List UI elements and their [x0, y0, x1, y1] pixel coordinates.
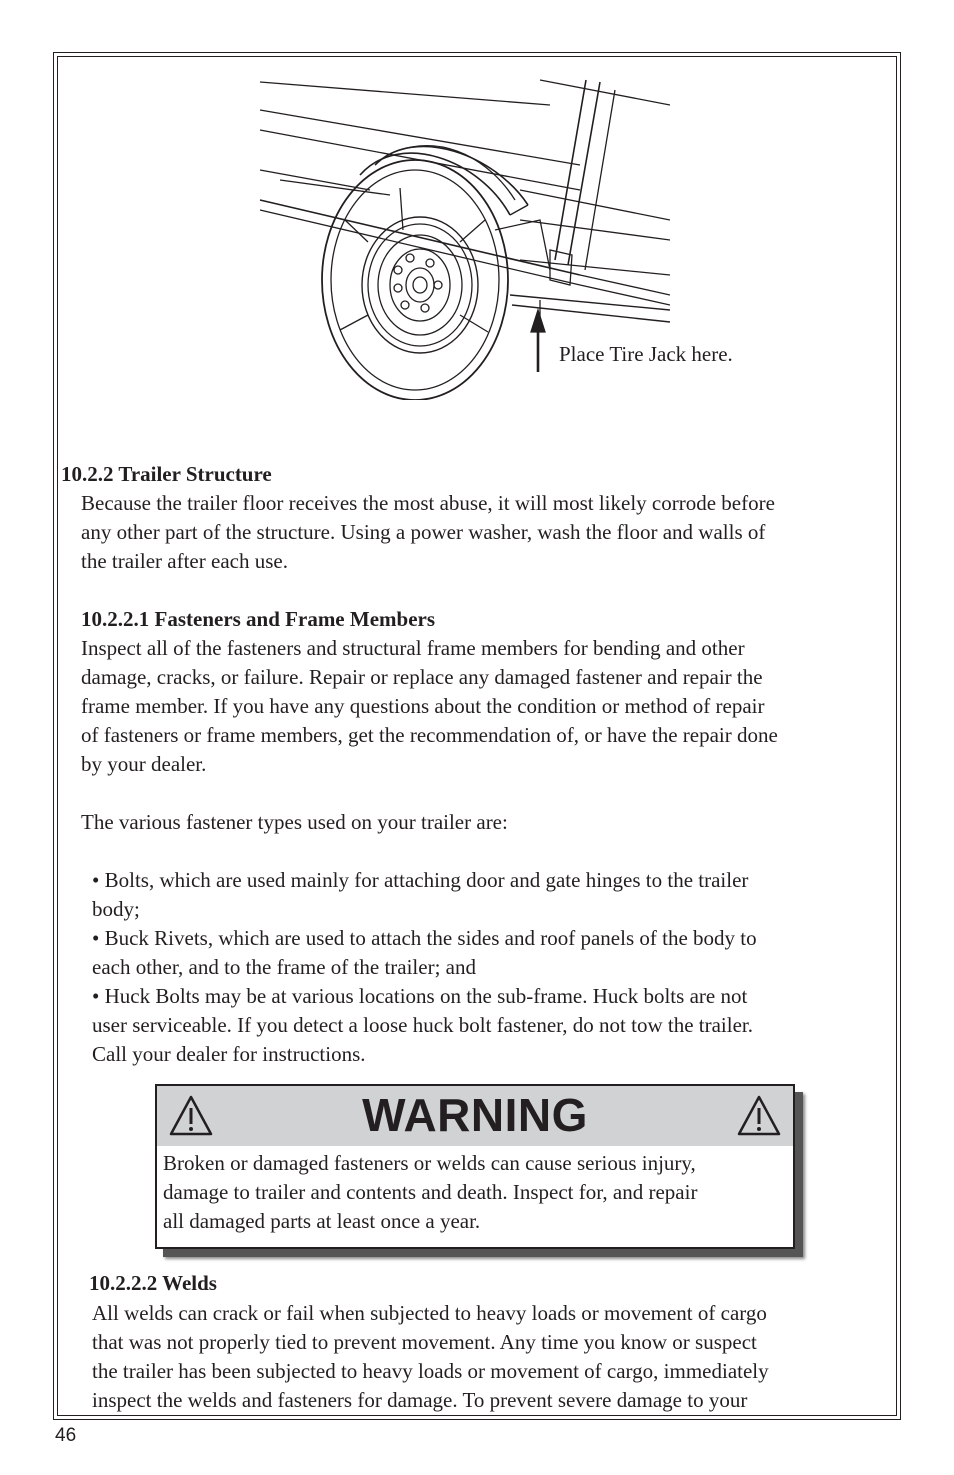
warning-line: Broken or damaged fasteners or welds can cause serious injury, [163, 1151, 696, 1175]
warning-box [155, 1084, 795, 1249]
list-item-huck-bolts-cont: Call your dealer for instructions. [92, 1042, 366, 1066]
paragraph-line: All welds can crack or fail when subjected to heavy loads or movement of cargo [92, 1301, 767, 1325]
paragraph-line: by your dealer. [81, 752, 207, 776]
page-number: 46 [55, 1425, 77, 1446]
paragraph-line: inspect the welds and fasteners for damage. To prevent severe damage to your [92, 1388, 748, 1412]
paragraph-line: that was not properly tied to prevent movement. Any time you know or suspect [92, 1330, 757, 1354]
paragraph-line: of fasteners or frame members, get the recommendation of, or have the repair done [81, 723, 778, 747]
fastener-types-intro: The various fastener types used on your trailer are: [81, 810, 508, 834]
fasteners-paragraph [81, 634, 778, 779]
list-item-buck-rivets: • Buck Rivets, which are used to attach the sides and roof panels of the body to [92, 926, 757, 950]
list-item-bolts: • Bolts, which are used mainly for attaching door and gate hinges to the trailer [92, 868, 749, 892]
fastener-bullet-list [92, 866, 757, 1069]
paragraph-line: frame member. If you have any questions about the condition or method of repair [81, 694, 765, 718]
paragraph-line: damage, cracks, or failure. Repair or replace any damaged fastener and repair the [81, 665, 763, 689]
section-heading-welds: 10.2.2.2 Welds [89, 1271, 217, 1295]
warning-line: all damaged parts at least once a year. [163, 1209, 481, 1233]
list-item-bolts-cont: body; [92, 897, 140, 921]
warning-header [157, 1086, 793, 1146]
list-item-huck-bolts-cont: user serviceable. If you detect a loose huck bolt fastener, do not tow the trailer. [92, 1013, 754, 1037]
warning-text [163, 1149, 791, 1236]
welds-paragraph [92, 1299, 769, 1415]
figure-caption: Place Tire Jack here. [559, 342, 733, 366]
paragraph-line: any other part of the structure. Using a power washer, wash the floor and walls of [81, 520, 766, 544]
section-heading-trailer-structure: 10.2.2 Trailer Structure [61, 462, 272, 486]
paragraph-line: the trailer has been subjected to heavy loads or movement of cargo, immediately [92, 1359, 769, 1383]
section-heading-fasteners: 10.2.2.1 Fasteners and Frame Members [81, 607, 436, 631]
paragraph-line: the trailer after each use. [81, 549, 288, 573]
paragraph-line: Because the trailer floor receives the most abuse, it will most likely corrode before [81, 491, 775, 515]
paragraph-line: Inspect all of the fasteners and structural frame members for bending and other [81, 636, 745, 660]
warning-triangle-icon [737, 1094, 781, 1138]
list-item-buck-rivets-cont: each other, and to the frame of the trailer; and [92, 955, 476, 979]
trailer-structure-paragraph [81, 489, 775, 576]
list-item-huck-bolts: • Huck Bolts may be at various locations on the sub-frame. Huck bolts are not [92, 984, 748, 1008]
warning-title: WARNING [362, 1089, 588, 1141]
warning-line: damage to trailer and contents and death. Inspect for, and repair [163, 1180, 698, 1204]
